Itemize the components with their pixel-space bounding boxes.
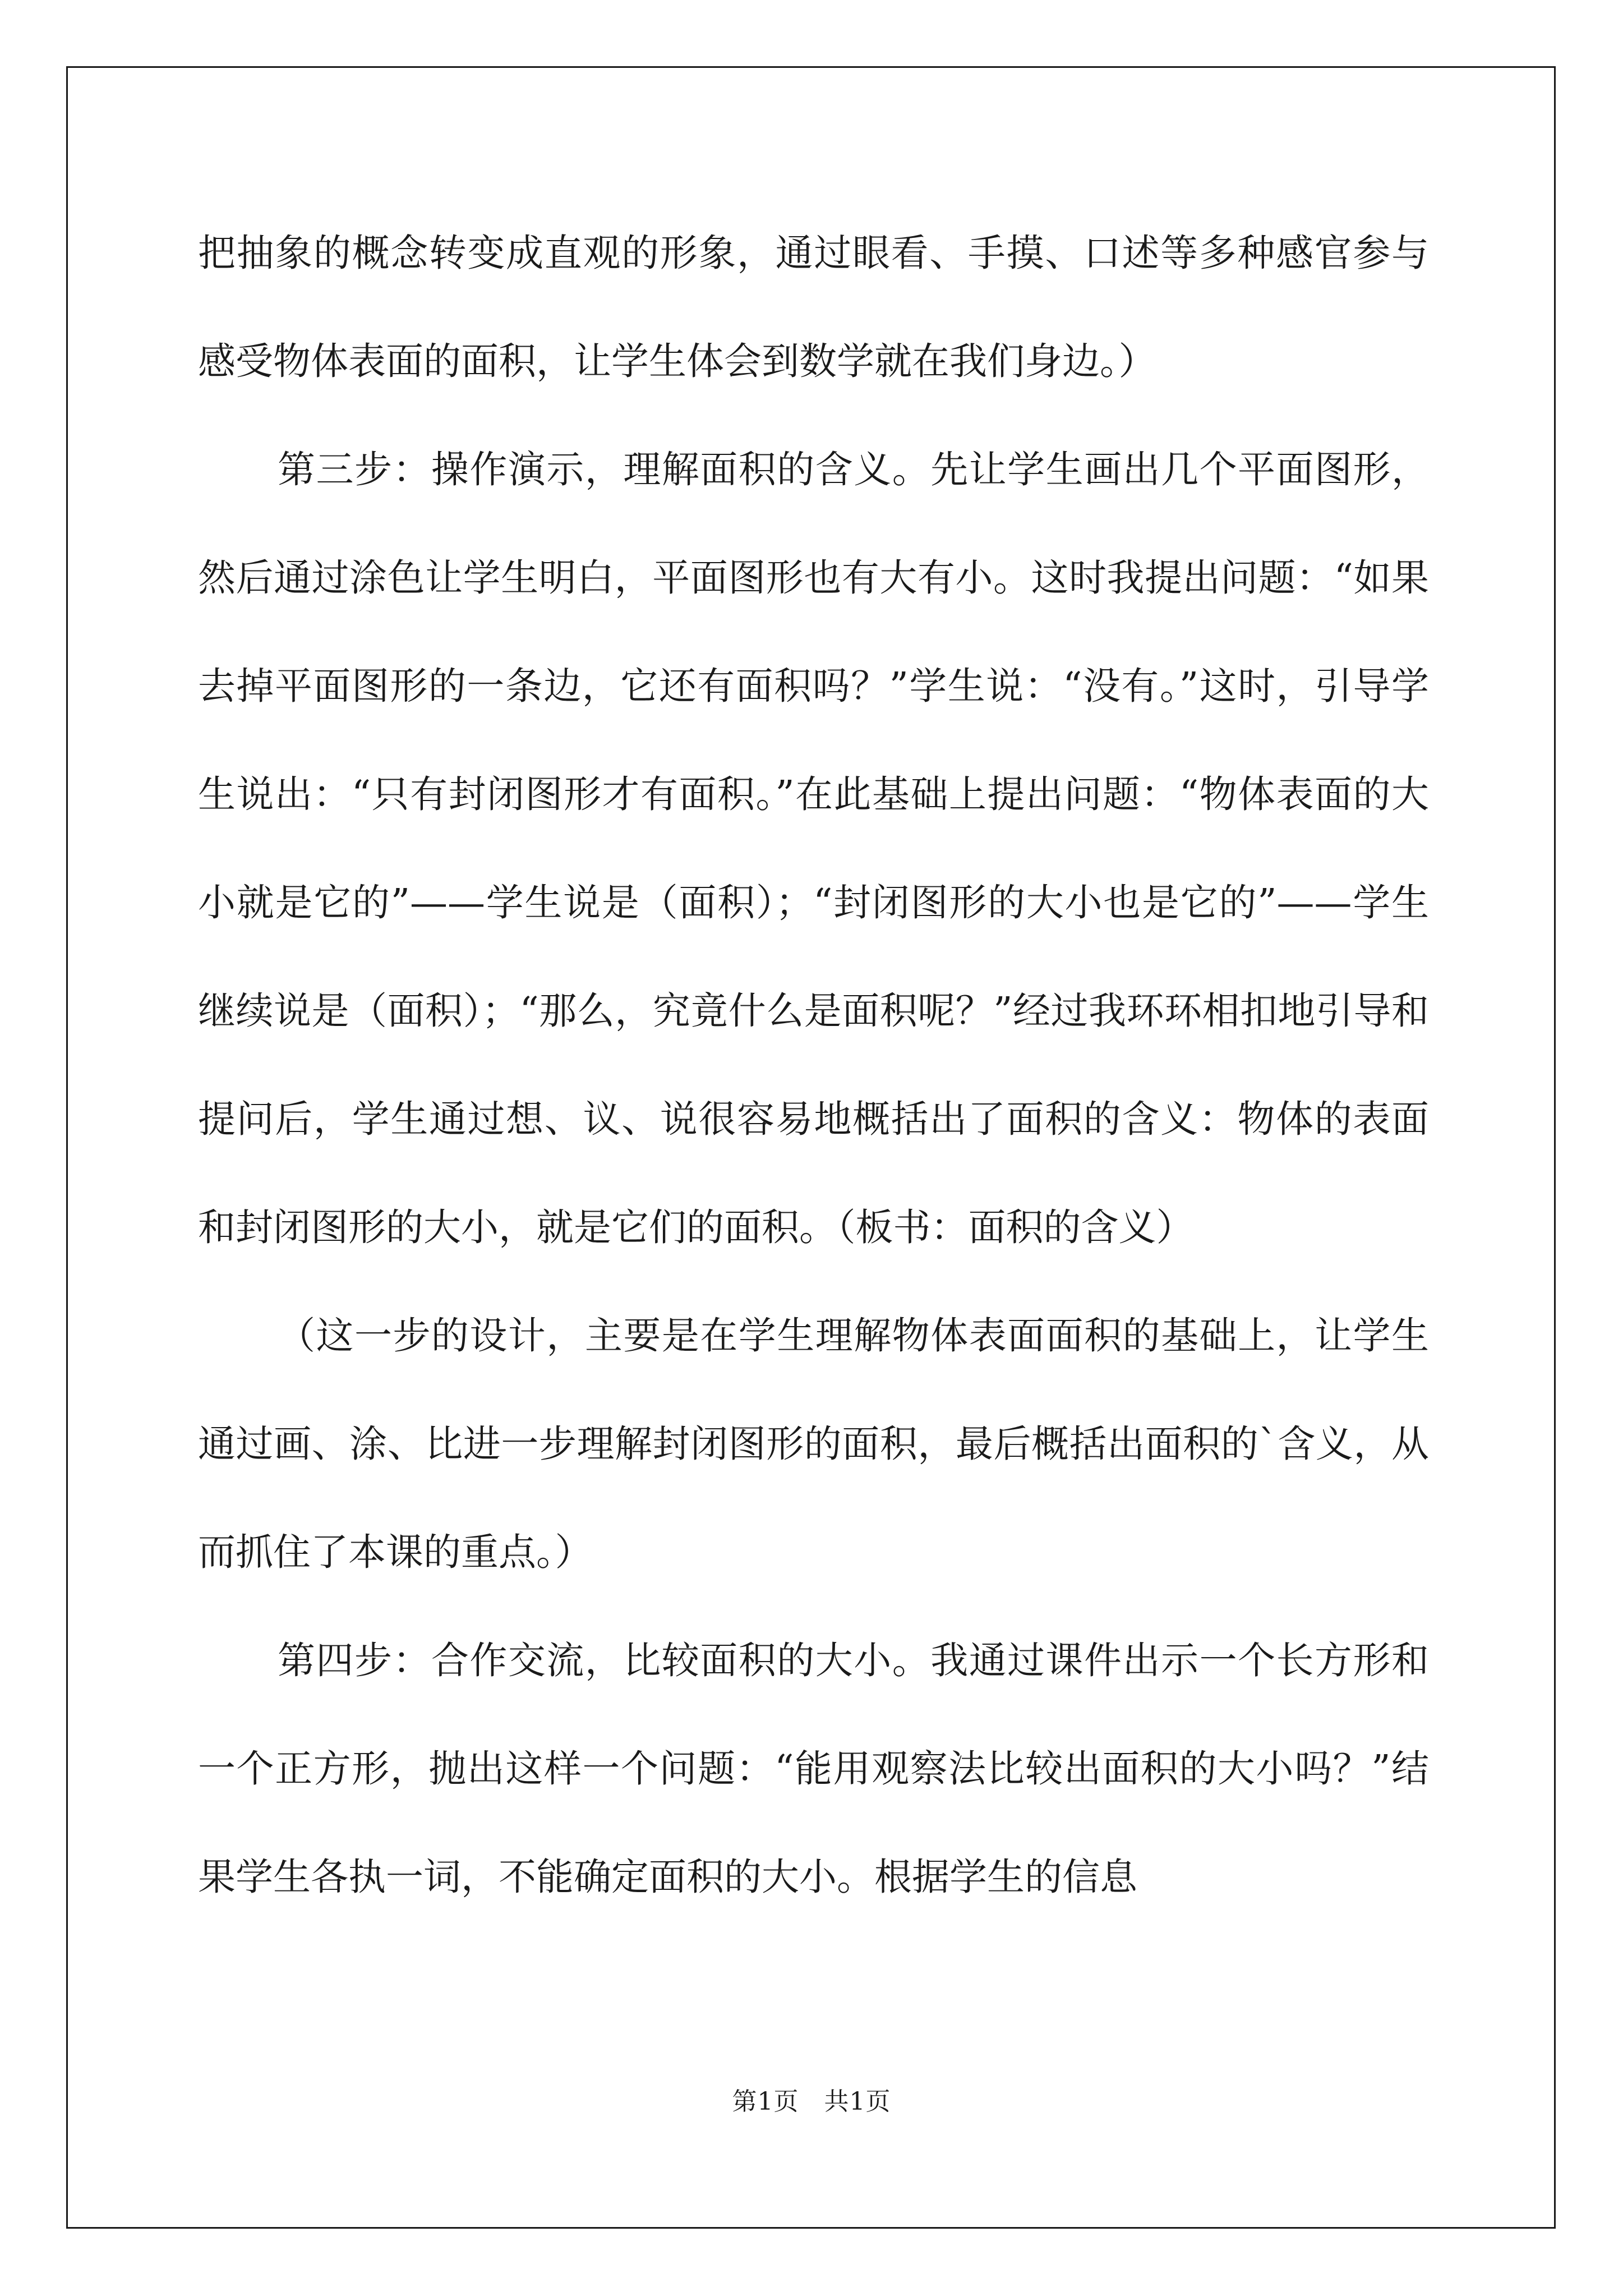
document-body [198,199,1429,1931]
paragraph-1: 把抽象的概念转变成直观的形象，通过眼看、手摸、口述等多种感官参与感受物体表面的面积，让学生体会到数学就在我们身边。） [198,231,1429,383]
paragraph-3: （这一步的设计，主要是在学生理解物体表面面积的基础上，让学生通过画、涂、比进一步理解封闭图形的面积，最后概括出面积的`含义，从而抓住了本课的重点。） [198,1314,1429,1574]
paragraph-4: 第四步：合作交流，比较面积的大小。我通过课件出示一个长方形和一个正方形，抛出这样一个问题：“能用观察法比较出面积的大小吗？”结果学生各执一词，不能确定面积的大小。根据学生的信息 [198,1639,1429,1899]
paragraph-2: 第三步：操作演示，理解面积的含义。先让学生画出几个平面图形，然后通过涂色让学生明白，平面图形也有大有小。这时我提出问题：“如果去掉平面图形的一条边，它还有面积吗？”学生说：“没有。”这时，引导学生说出：“只有封闭图形才有面积。”在此基础上提出问题：“物体表面的大小就是它的”——学生说是（面积）；“封闭图形的大小也是它的”——学生继续说是（面积）；“那么，究竟什么是面积呢？”经过我环环相扣地引导和提问后，学生通过想、议、说很容易地概括出了面积的含义：物体的表面和封闭图形的大小，就是它们的面积。（板书：面积的含义） [198,448,1429,1249]
page-number-footer: 第1页 共1页 [732,2087,891,2116]
